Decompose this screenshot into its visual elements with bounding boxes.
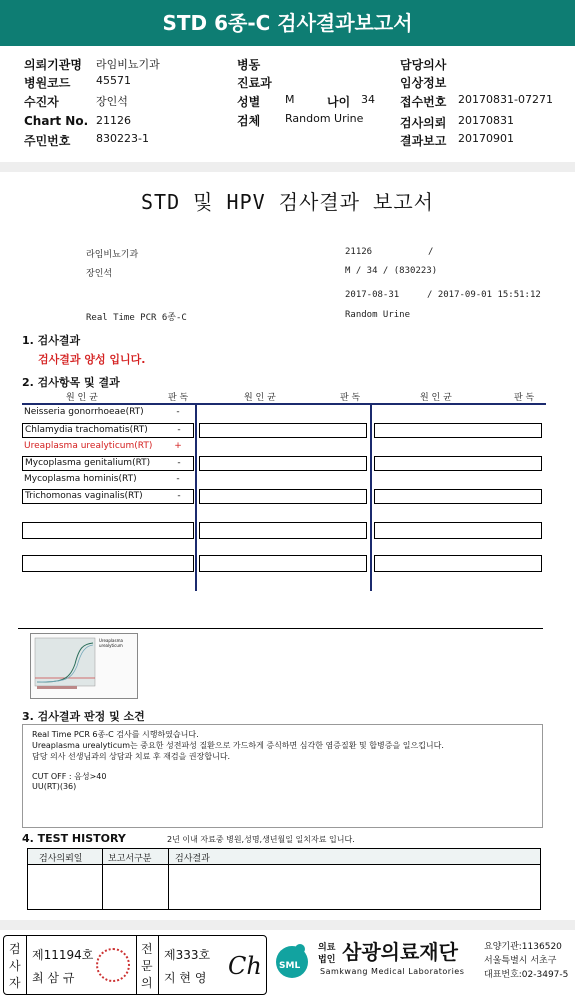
report-date-from: 2017-08-31 xyxy=(345,290,400,300)
col-header-reading-3: 판 독 xyxy=(514,393,535,403)
label-sex: 성별 xyxy=(237,95,261,109)
specialist-label-char: 의 xyxy=(141,976,153,990)
organism-name: Mycoplasma hominis(RT) xyxy=(24,474,137,484)
history-col-request-date: 검사의뢰일 xyxy=(39,854,83,864)
col-header-reading-1: 판 독 xyxy=(168,393,189,403)
organism-result: - xyxy=(176,407,180,417)
specialist-license: 제333호 xyxy=(164,948,211,962)
organism-name: Chlamydia trachomatis(RT) xyxy=(25,425,148,435)
corp-label-1: 의료 xyxy=(318,943,336,953)
examiner-seal xyxy=(96,948,130,982)
organism-name: Mycoplasma genitalium(RT) xyxy=(25,458,151,468)
section1-result: 검사결과 양성 입니다. xyxy=(38,353,146,366)
label-clinical-info: 임상정보 xyxy=(400,76,447,90)
comment-line: 담당 의사 선생님과의 상담과 치료 후 재검을 권장합니다. xyxy=(32,752,231,761)
sml-logo xyxy=(272,940,312,980)
organism-row xyxy=(22,489,194,504)
value-report-date: 20170901 xyxy=(458,132,514,145)
value-hospital-code: 45571 xyxy=(96,74,131,87)
examiner-label-char: 자 xyxy=(9,976,21,990)
label-doctor: 담당의사 xyxy=(400,58,447,72)
corp-label-2: 법인 xyxy=(318,955,336,965)
examiner-license: 제11194호 xyxy=(32,948,94,962)
organism-row xyxy=(22,406,194,421)
label-receipt-no: 접수번호 xyxy=(400,95,447,109)
organism-result: - xyxy=(177,425,181,435)
value-receipt-no: 20170831-07271 xyxy=(458,93,553,106)
empty-cell xyxy=(374,555,542,572)
value-request-date: 20170831 xyxy=(458,114,514,127)
organism-result: + xyxy=(174,441,182,451)
organism-row xyxy=(22,440,194,455)
col-header-organism-2: 원 인 균 xyxy=(244,393,276,403)
section4-heading: 4. TEST HISTORY xyxy=(22,832,126,845)
organism-result: - xyxy=(176,474,180,484)
comment-line: CUT OFF : 음성>40 xyxy=(32,772,107,781)
empty-row xyxy=(22,555,194,572)
sig-divider xyxy=(158,936,159,994)
organism-row xyxy=(22,423,194,438)
label-report-date: 결과보고 xyxy=(400,134,447,148)
org-info-line: 대표번호:02-3497-5 xyxy=(484,970,569,980)
label-age: 나이 xyxy=(327,95,351,109)
graph-top-rule xyxy=(18,628,543,629)
section2-heading: 2. 검사항목 및 결과 xyxy=(22,376,120,389)
col-header-organism-3: 원 인 균 xyxy=(420,393,452,403)
signature-box xyxy=(3,935,267,995)
specialist-signature: Ch xyxy=(228,952,262,980)
empty-cell xyxy=(199,522,367,539)
sig-divider xyxy=(26,936,27,994)
value-requesting-clinic: 라임비뇨기과 xyxy=(96,58,160,71)
table-header-rule xyxy=(22,403,546,405)
report-title-bar: STD 6종-C 검사결과보고서 xyxy=(0,0,575,46)
history-col-result: 검사결과 xyxy=(175,854,210,864)
report-slash: / xyxy=(428,247,434,257)
examiner-label-char: 사 xyxy=(9,959,21,973)
examiner-name: 최 삼 규 xyxy=(32,971,75,985)
label-requesting-clinic: 의뢰기관명 xyxy=(24,58,82,72)
label-resident-no: 주민번호 xyxy=(24,134,71,148)
org-english-name: Samkwang Medical Laboratories xyxy=(320,967,465,976)
report-sex-age: M / 34 / (830223) xyxy=(345,266,438,276)
specialist-label-char: 문 xyxy=(141,959,153,973)
empty-cell xyxy=(199,555,367,572)
col-header-reading-2: 판 독 xyxy=(340,393,361,403)
label-specimen: 검체 xyxy=(237,114,261,128)
empty-cell xyxy=(199,489,367,504)
comment-line: UU(RT)(36) xyxy=(32,782,77,791)
report-chart: 21126 xyxy=(345,247,373,257)
organism-row xyxy=(22,456,194,471)
organism-result: - xyxy=(177,491,181,501)
organism-row xyxy=(22,473,194,488)
label-ward: 병동 xyxy=(237,58,261,72)
history-col-divider xyxy=(102,849,103,909)
label-hospital-code: 병원코드 xyxy=(24,76,71,90)
comment-line: Ureaplasma urealyticum는 중요한 성전파성 질환으로 가드하게 증식하면 심각한 염증질환 및 합병증을 일으킵니다. xyxy=(32,741,444,750)
label-department: 진료과 xyxy=(237,76,272,90)
label-patient: 수진자 xyxy=(24,95,59,109)
report-test-name: Real Time PCR 6종-C xyxy=(86,313,187,323)
comment-line: Real Time PCR 6종-C 검사를 시행하였습니다. xyxy=(32,730,199,739)
section-divider xyxy=(0,162,575,172)
value-patient: 장인석 xyxy=(96,95,128,108)
graph-legend: Ureaplasma urealyticum xyxy=(99,638,123,648)
organism-name: Neisseria gonorrhoeae(RT) xyxy=(24,407,144,417)
value-resident-no: 830223-1 xyxy=(96,132,149,145)
organism-result: - xyxy=(177,458,181,468)
empty-cell xyxy=(374,456,542,471)
footer-gap xyxy=(0,920,575,930)
empty-row xyxy=(22,522,194,539)
column-divider-1 xyxy=(195,403,197,591)
col-header-organism-1: 원 인 균 xyxy=(66,393,98,403)
value-sex: M xyxy=(285,93,295,106)
org-info-line: 서울특별시 서초구 xyxy=(484,956,557,966)
patient-info-panel xyxy=(0,46,575,166)
column-divider-2 xyxy=(370,403,372,591)
report-specimen: Random Urine xyxy=(345,310,411,320)
empty-cell xyxy=(374,522,542,539)
examiner-label-char: 검 xyxy=(9,942,21,956)
organism-name: Trichomonas vaginalis(RT) xyxy=(25,491,143,501)
value-age: 34 xyxy=(361,93,375,106)
history-header-row xyxy=(28,849,540,865)
organism-name: Ureaplasma urealyticum(RT) xyxy=(24,441,153,451)
section4-note: 2년 이내 자료중 병원,성명,생년월일 일치자료 입니다. xyxy=(167,835,355,844)
pcr-amplification-graph xyxy=(30,633,138,699)
value-chart-no: 21126 xyxy=(96,114,131,127)
report-date-to: / 2017-09-01 15:51:12 xyxy=(427,290,541,300)
empty-cell xyxy=(374,423,542,438)
report-title: STD 및 HPV 검사결과 보고서 xyxy=(141,190,434,214)
history-col-report-type: 보고서구분 xyxy=(108,854,152,864)
specialist-label-char: 전 xyxy=(141,942,153,956)
report-patient: 장인석 xyxy=(86,269,113,279)
value-specimen: Random Urine xyxy=(285,112,364,125)
empty-cell xyxy=(199,456,367,471)
section1-heading: 1. 검사결과 xyxy=(22,334,81,347)
empty-cell xyxy=(374,489,542,504)
sml-logo-text: SML xyxy=(279,961,301,971)
section3-heading: 3. 검사결과 판정 및 소견 xyxy=(22,710,145,723)
history-col-divider xyxy=(168,849,169,909)
footer xyxy=(0,932,575,1000)
specialist-name: 지 현 영 xyxy=(164,971,207,985)
report-clinic: 라임비뇨기과 xyxy=(86,250,139,260)
label-request-date: 검사의뢰 xyxy=(400,116,447,130)
label-chart-no: Chart No. xyxy=(24,114,89,128)
comment-box xyxy=(22,724,543,828)
sig-divider xyxy=(136,936,137,994)
empty-cell xyxy=(199,423,367,438)
history-table xyxy=(27,848,541,910)
org-info-line: 요양기관:1136520 xyxy=(484,942,562,952)
org-name: 삼광의료재단 xyxy=(342,940,458,964)
